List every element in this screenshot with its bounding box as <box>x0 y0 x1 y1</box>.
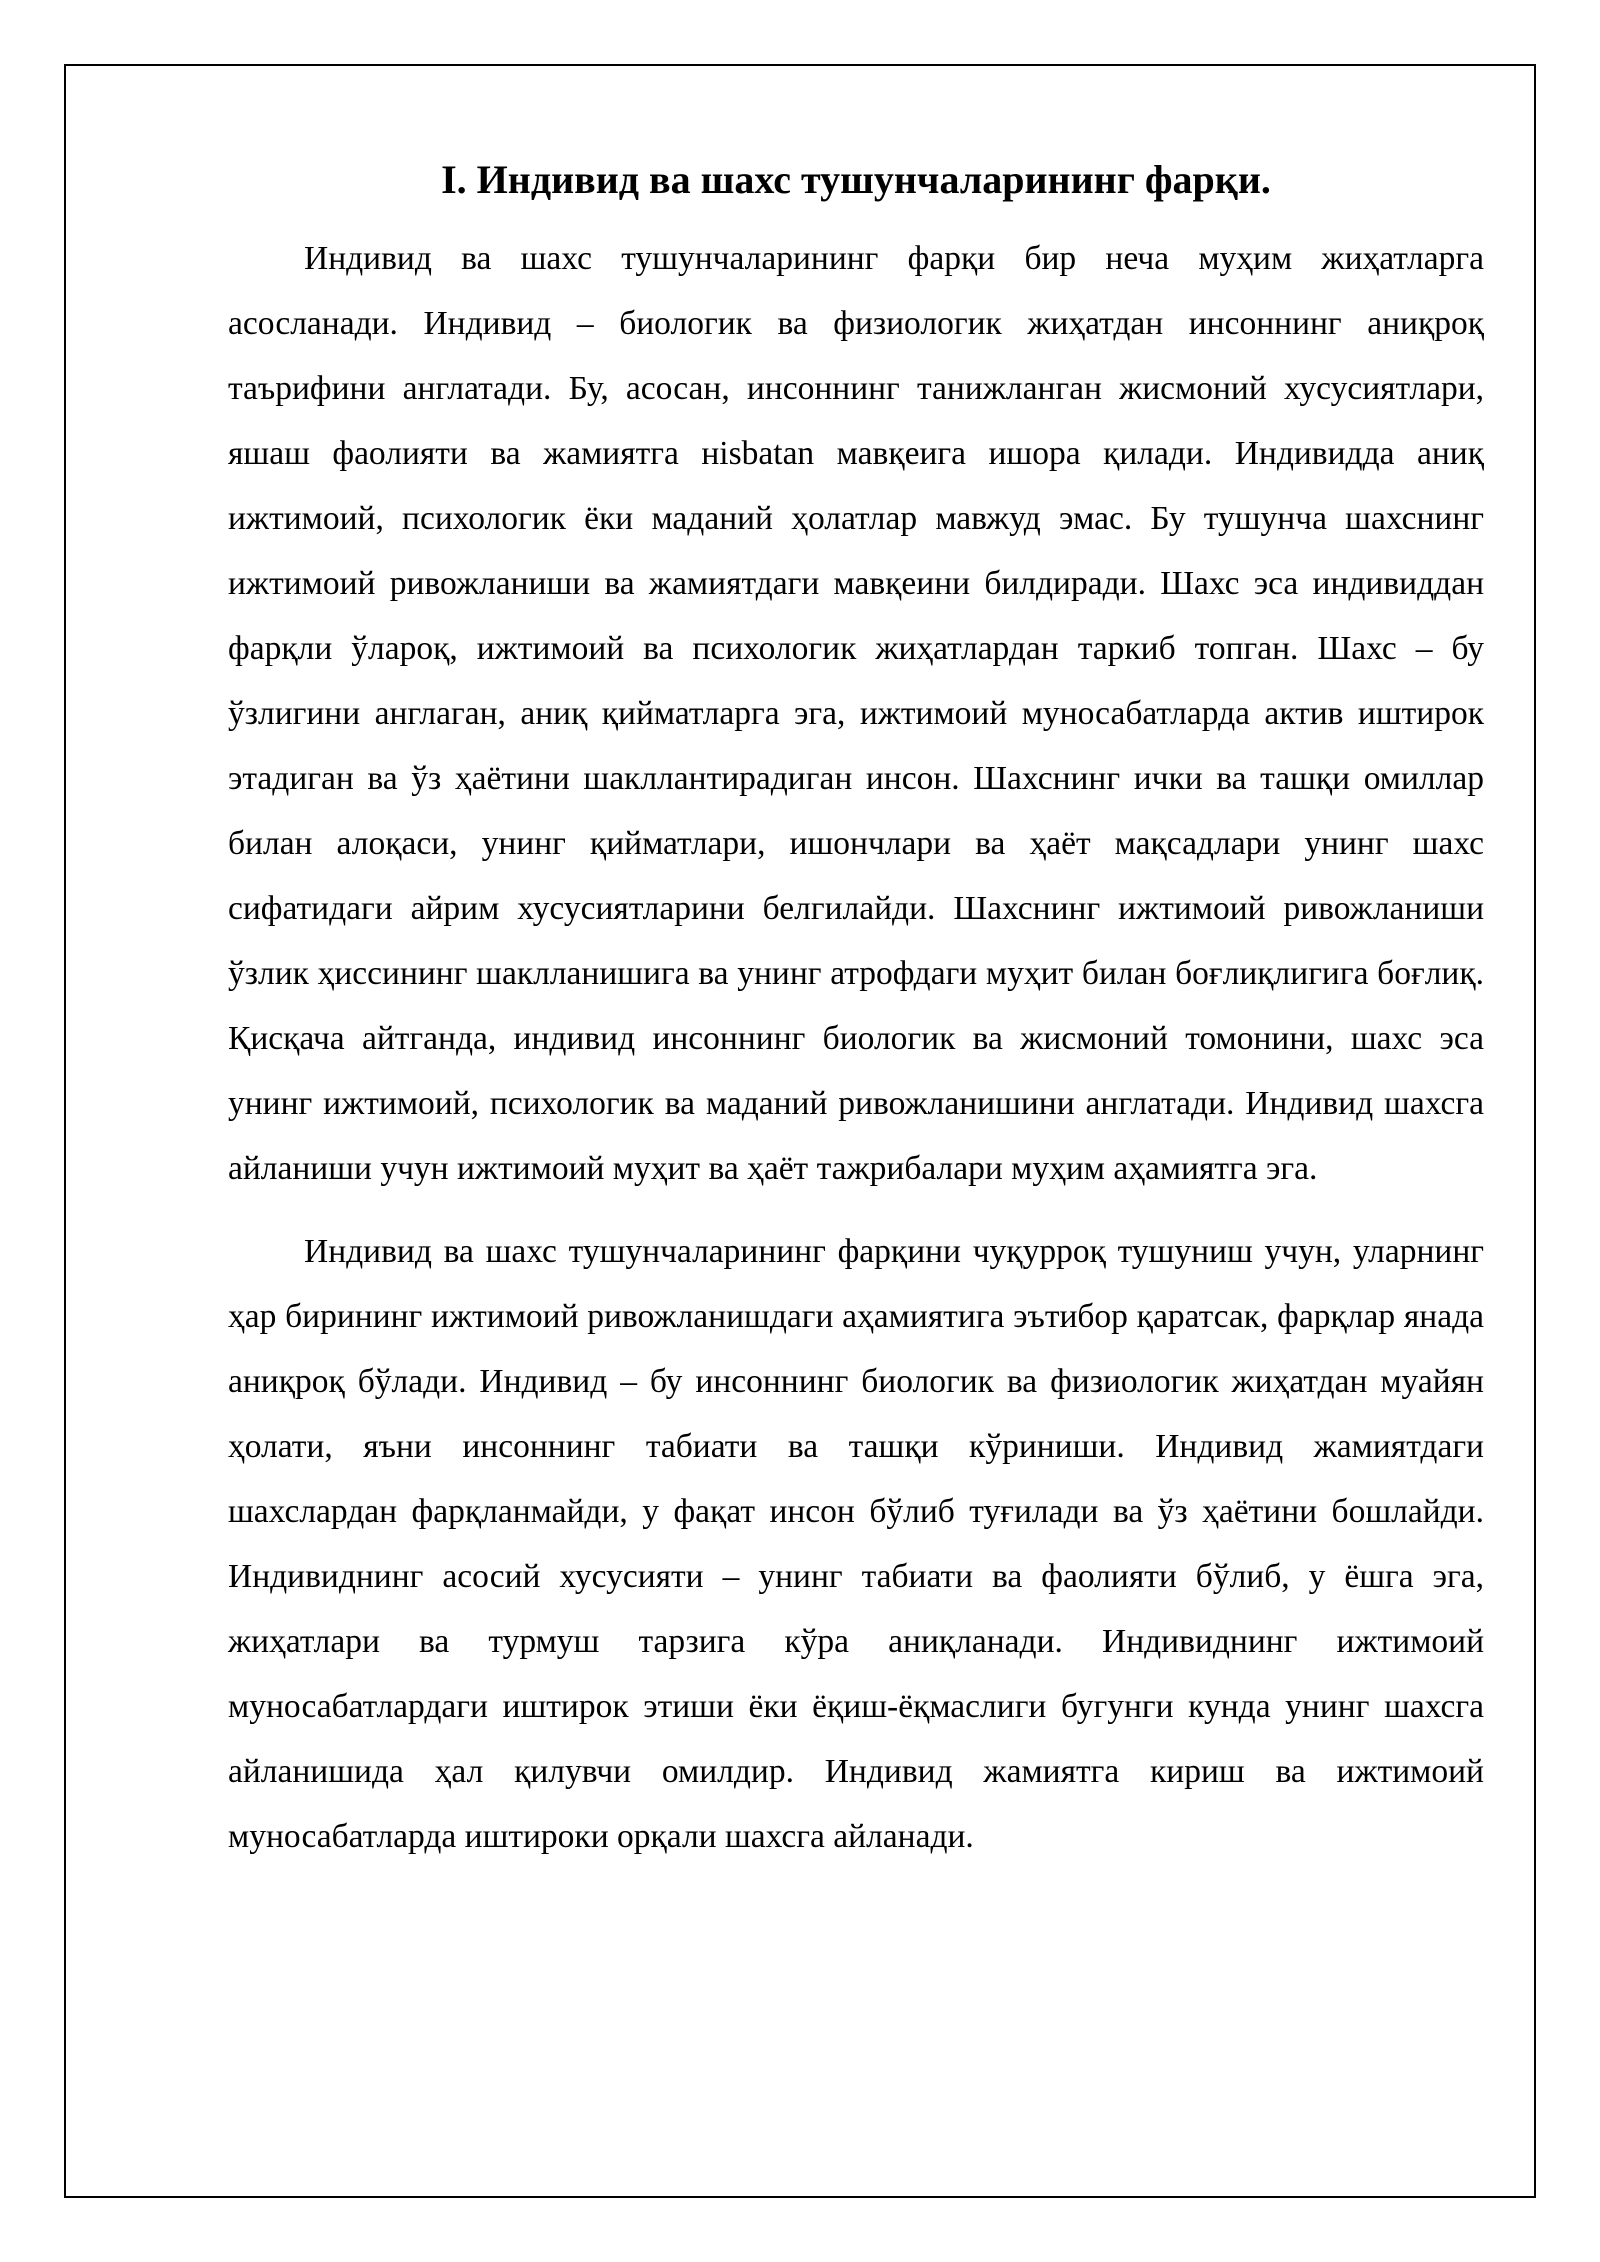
document-body <box>228 150 1484 1887</box>
paragraph-1: Индивид ва шахс тушунчаларининг фарқи бир неча муҳим жиҳатларга асосланади. Индивид – биологик ва физиологик жиҳатдан инсоннинг аниқроқ таърифини англатади. Бу, асосан, инсоннинг танижланган жисмоний хусусиятлари, яшаш фаолияти ва жамиятга нisbatan мавқеига ишора қилади. Индивидда аниқ ижтимоий, психологик ёки маданий ҳолатлар мавжуд эмас. Бу тушунча шахснинг ижтимоий ривожланиши ва жамиятдаги мавқеини билдиради. Шахс эса индивиддан фарқли ўлароқ, ижтимоий ва психологик жиҳатлардан таркиб топган. Шахс – бу ўзлигини англаган, аниқ қийматларга эга, ижтимоий муносабатларда актив иштирок этадиган ва ўз ҳаётини шакллантирадиган инсон. Шахснинг ички ва ташқи омиллар билан алоқаси, унинг қийматлари, ишончлари ва ҳаёт мақсадлари унинг шахс сифатидаги айрим хусусиятларини белгилайди. Шахснинг ижтимоий ривожланиши ўзлик ҳиссининг шаклланишига ва унинг атрофдаги муҳит билан боғлиқлигига боғлиқ. Қисқача айтганда, индивид инсоннинг биологик ва жисмоний томонини, шахс эса унинг ижтимоий, психологик ва маданий ривожланишини англатади. Индивид шахсга айланиши учун ижтимоий муҳит ва ҳаёт тажрибалари муҳим аҳамиятга эга. <box>228 240 1484 1187</box>
paragraph-2: Индивид ва шахс тушунчаларининг фарқини чуқурроқ тушуниш учун, уларнинг ҳар бирининг ижтимоий ривожланишдаги аҳамиятига эътибор қаратсак, фарқлар янада аниқроқ бўлади. Индивид – бу инсоннинг биологик ва физиологик жиҳатдан муайян ҳолати, яъни инсоннинг табиати ва ташқи кўриниши. Индивид жамиятдаги шахслардан фарқланмайди, у фақат инсон бўлиб туғилади ва ўз ҳаётини бошлайди. Индивиднинг асосий хусусияти – унинг табиати ва фаолияти бўлиб, у ёшга эга, жиҳатлари ва турмуш тарзига кўра аниқланади. Индивиднинг ижтимоий муносабатлардаги иштирок этиши ёки ёқиш-ёқмаслиги бугунги кунда унинг шахсга айланишида ҳал қилувчи омилдир. Индивид жамиятга кириш ва ижтимоий муносабатларда иштироки орқали шахсга айланади. <box>228 1233 1484 1855</box>
document-title: I. Индивид ва шахс тушунчаларининг фарқи. <box>441 157 1271 202</box>
